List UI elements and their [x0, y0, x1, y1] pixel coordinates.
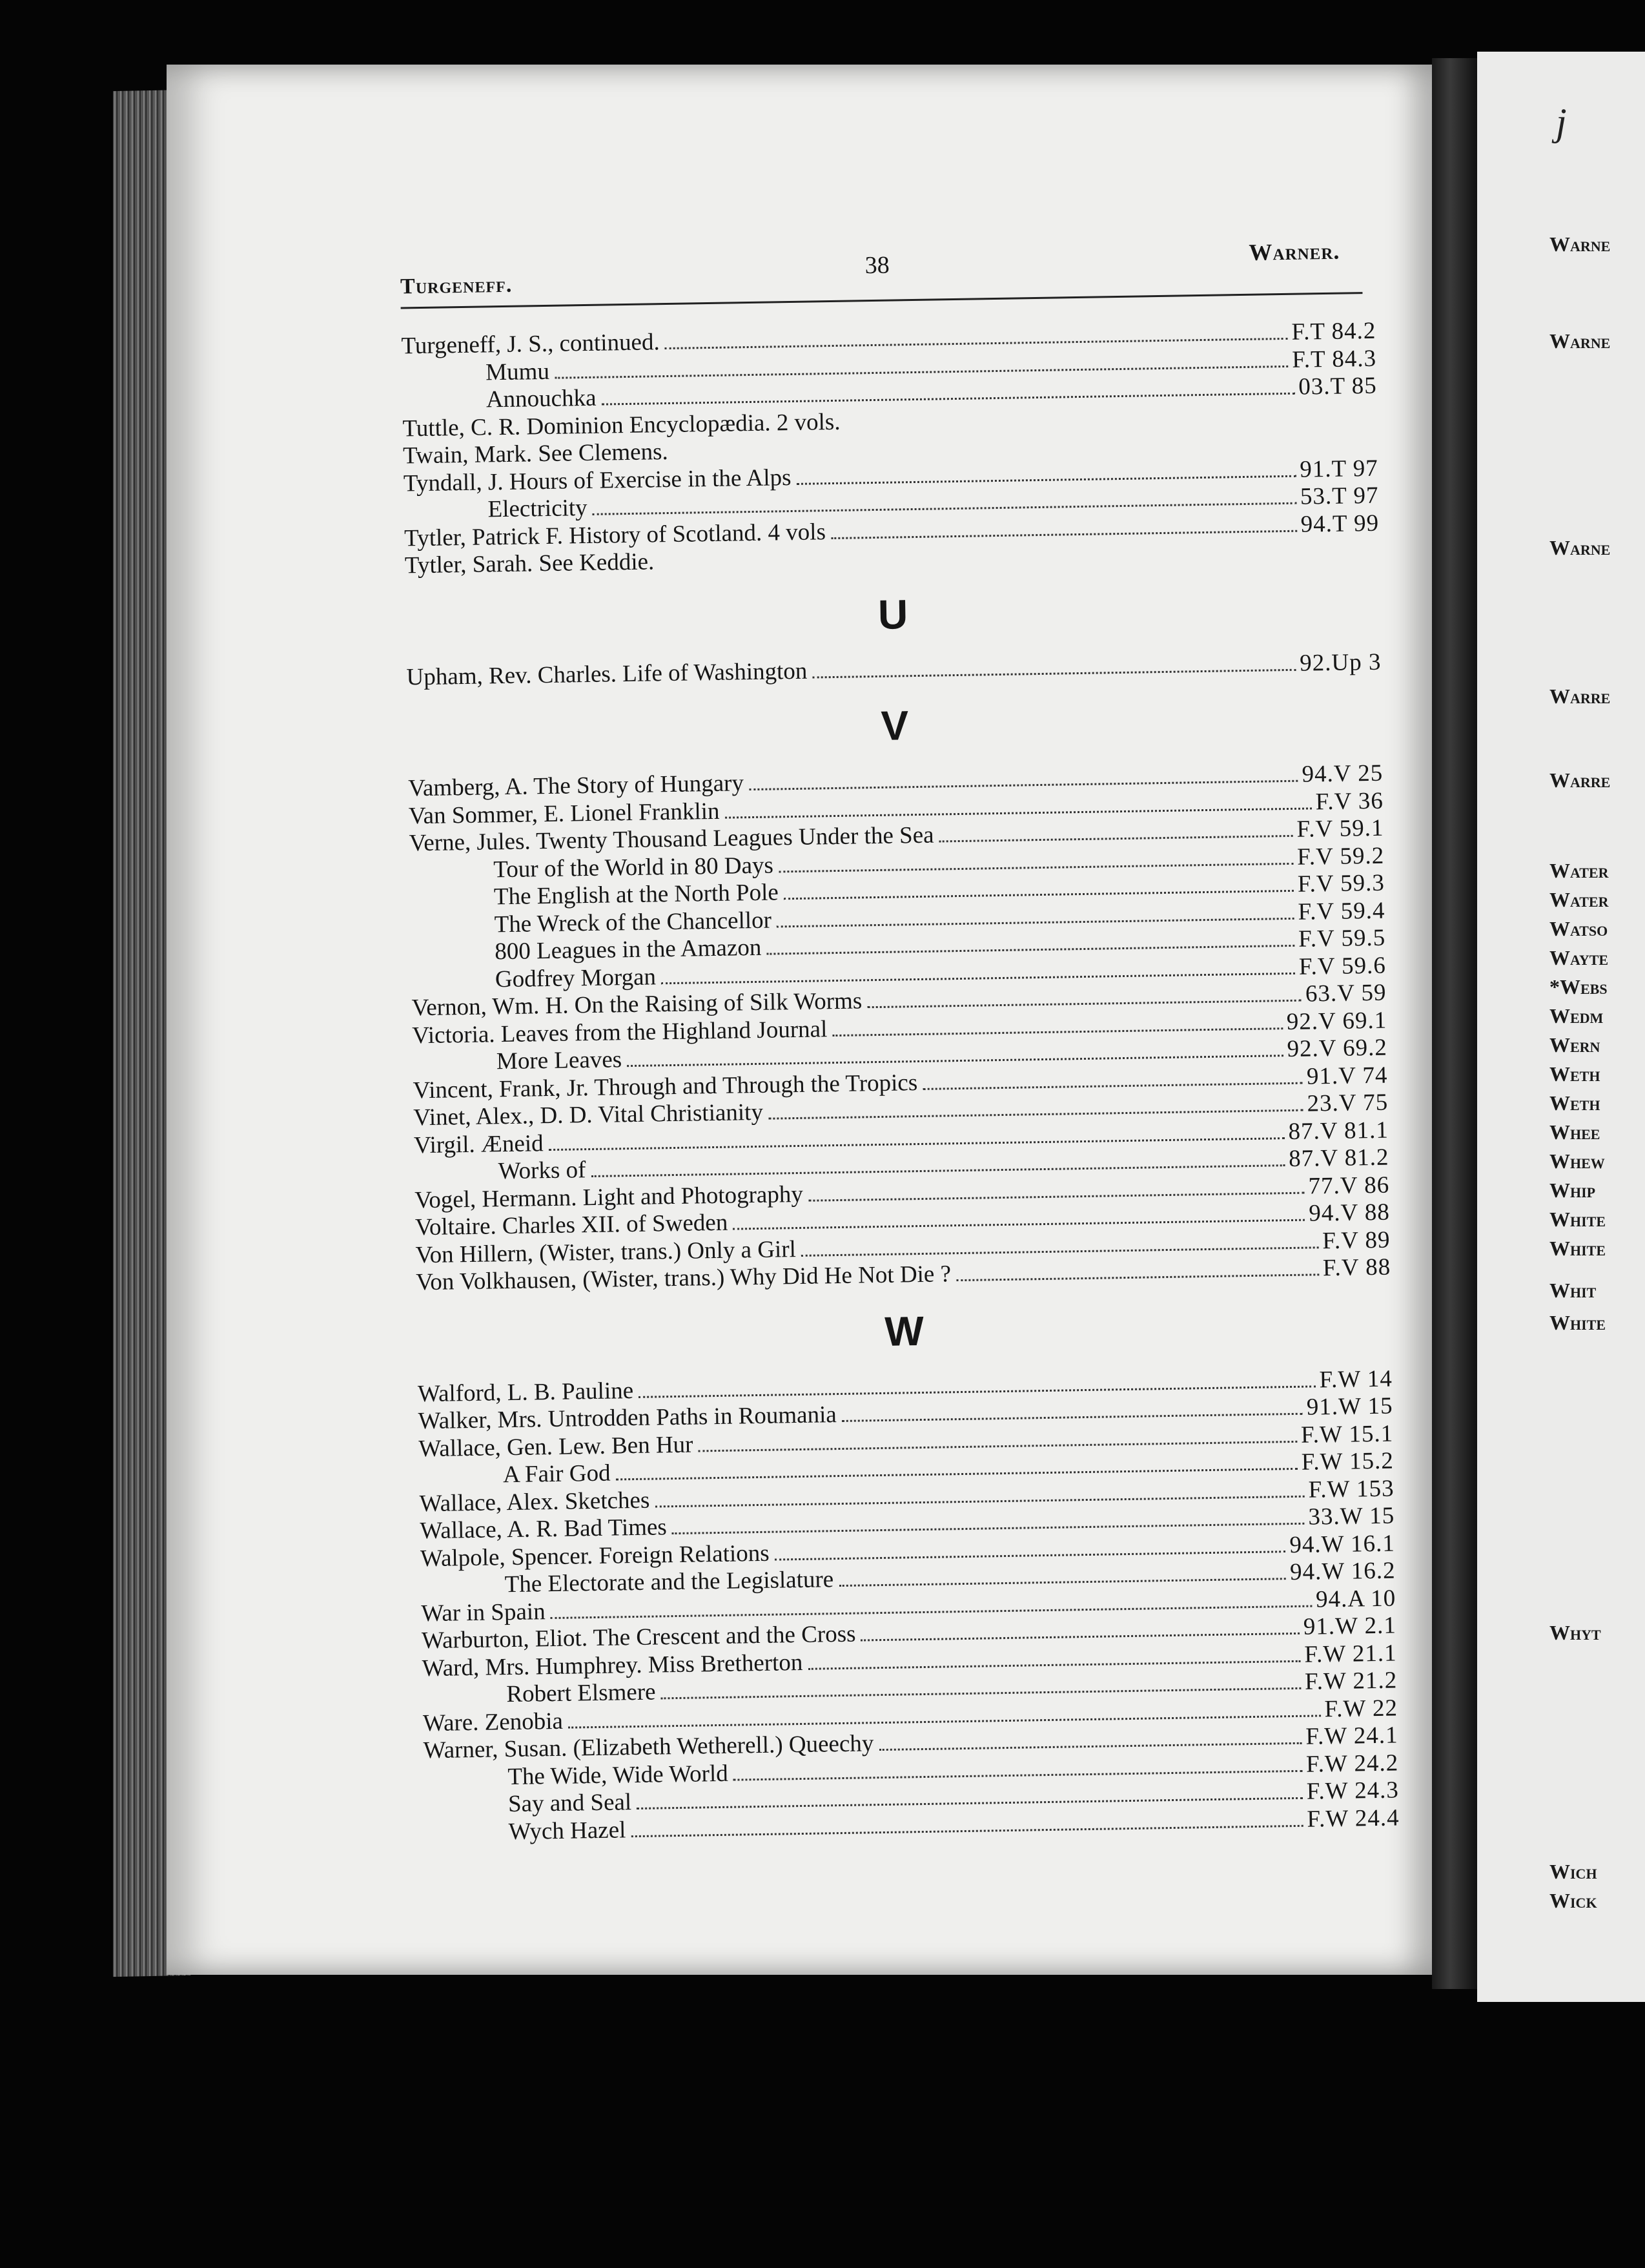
- entry-text: Van Sommer, E. Lionel Franklin: [408, 798, 720, 829]
- section-letter: W: [884, 1307, 925, 1355]
- entry-text: The Electorate and the Legislature: [504, 1566, 834, 1598]
- call-number: F.W 24.2: [1305, 1749, 1399, 1778]
- call-number: F.W 22: [1324, 1694, 1398, 1722]
- call-number: F.W 24.3: [1306, 1777, 1400, 1805]
- section-letter: U: [877, 590, 908, 638]
- entry-text: The Wide, Wide World: [507, 1760, 729, 1790]
- call-number: 03.T 85: [1298, 372, 1378, 400]
- call-number: 94.W 16.2: [1289, 1557, 1396, 1586]
- facing-page-fragment: Whyt: [1549, 1621, 1601, 1644]
- entry-text: Wallace, A. R. Bad Times: [420, 1514, 668, 1545]
- entry-text: The Wreck of the Chancellor: [494, 907, 772, 938]
- dot-leader: [879, 1742, 1302, 1751]
- call-number: F.W 24.4: [1307, 1804, 1400, 1833]
- call-number: F.W 24.1: [1305, 1722, 1398, 1750]
- entry-text: Warner, Susan. (Elizabeth Wetherell.) Queechy: [423, 1730, 874, 1764]
- call-number: F.V 36: [1315, 787, 1384, 815]
- call-number: 92.V 69.2: [1287, 1034, 1388, 1063]
- call-number: F.V 59.5: [1298, 924, 1386, 953]
- call-number: 92.Up 3: [1299, 648, 1382, 677]
- entry-text: Verne, Jules. Twenty Thousand Leagues Under the Sea: [409, 821, 934, 857]
- entry-text: War in Spain: [421, 1598, 546, 1627]
- call-number: F.W 21.2: [1304, 1667, 1398, 1695]
- call-number: F.V 88: [1322, 1253, 1391, 1282]
- dot-leader: [939, 835, 1293, 843]
- call-number: F.T 84.3: [1291, 345, 1377, 373]
- running-head: [216, 236, 1443, 299]
- entry-text: Vernon, Wm. H. On the Raising of Silk Worms: [411, 987, 863, 1022]
- catalog-entries: [401, 318, 1400, 1847]
- call-number: 91.V 74: [1306, 1062, 1388, 1090]
- head-rule: [401, 292, 1363, 309]
- call-number: F.W 15.1: [1300, 1420, 1394, 1448]
- call-number: 94.A 10: [1315, 1585, 1396, 1613]
- call-number: F.V 59.2: [1296, 842, 1385, 871]
- entry-text: Tour of the World in 80 Days: [493, 852, 774, 883]
- dot-leader: [779, 862, 1293, 872]
- dot-leader: [923, 1082, 1303, 1089]
- entry-text: 800 Leagues in the Amazon: [494, 934, 762, 965]
- entry-text: Vamberg, A. The Story of Hungary: [408, 770, 744, 802]
- dot-leader: [861, 1633, 1300, 1642]
- entry-text: Victoria. Leaves from the Highland Journal: [412, 1015, 828, 1049]
- facing-page-fragment: Wayte: [1549, 946, 1609, 969]
- call-number: 23.V 75: [1307, 1089, 1389, 1117]
- facing-page-fragment: White: [1549, 1311, 1606, 1334]
- call-number: 92.V 69.1: [1286, 1007, 1387, 1035]
- dot-leader: [808, 1660, 1300, 1669]
- dot-leader: [841, 420, 1378, 429]
- entry-text: Godfrey Morgan: [495, 963, 657, 993]
- entry-text: Walker, Mrs. Untrodden Paths in Roumania: [418, 1401, 837, 1435]
- dot-leader: [766, 945, 1294, 955]
- entry-text: Electricity: [487, 494, 588, 523]
- facing-page-fragment: Whit: [1549, 1279, 1597, 1302]
- entry-text: Vogel, Hermann. Light and Photography: [414, 1180, 804, 1213]
- entry-text: Wych Hazel: [508, 1816, 626, 1845]
- facing-page-fragment: Wedm: [1549, 1004, 1604, 1027]
- call-number: F.V 59.3: [1297, 869, 1385, 898]
- entry-text: The English at the North Pole: [493, 879, 779, 911]
- entry-text: Mumu: [485, 358, 550, 386]
- call-number: 87.V 81.1: [1288, 1117, 1389, 1145]
- facing-page-fragment: White: [1549, 1237, 1606, 1260]
- facing-page-fragment: Warne: [1549, 232, 1611, 256]
- call-number: F.V 89: [1322, 1226, 1391, 1254]
- facing-page-fragment: Watso: [1549, 917, 1608, 940]
- entry-text: Von Hillern, (Wister, trans.) Only a Girl: [415, 1235, 797, 1268]
- facing-page-fragment: Weth: [1549, 1062, 1600, 1086]
- entry-text: Upham, Rev. Charles. Life of Washington: [406, 657, 808, 690]
- entry-text: Von Volkhausen, (Wister, trans.) Why Did He Not Die ?: [416, 1261, 952, 1296]
- entry-text: Ware. Zenobia: [422, 1707, 564, 1737]
- call-number: F.V 59.1: [1296, 814, 1384, 843]
- entry-text: Tytler, Sarah. See Keddie.: [404, 548, 655, 579]
- dot-leader: [808, 1191, 1305, 1201]
- entry-text: More Leaves: [496, 1046, 622, 1075]
- dot-leader: [775, 1551, 1286, 1560]
- entry-text: Walford, L. B. Pauline: [417, 1377, 634, 1407]
- call-number: F.V 59.6: [1298, 952, 1387, 980]
- entry-text: Vincent, Frank, Jr. Through and Through the Tropics: [413, 1069, 918, 1104]
- entry-text: Say and Seal: [507, 1789, 632, 1818]
- call-number: 91.W 2.1: [1303, 1612, 1397, 1640]
- dot-leader: [831, 530, 1297, 539]
- facing-page-fragment: Water: [1549, 859, 1609, 882]
- entry-text: Walpole, Spencer. Foreign Relations: [420, 1540, 770, 1572]
- call-number: F.V 59.4: [1298, 897, 1385, 925]
- call-number: F.W 15.2: [1301, 1447, 1395, 1476]
- running-head-left: Turgeneff.: [400, 273, 513, 299]
- call-number: 87.V 81.2: [1288, 1144, 1389, 1173]
- call-number: F.W 21.1: [1304, 1640, 1397, 1668]
- dot-leader: [768, 1109, 1303, 1120]
- dot-leader: [797, 475, 1296, 484]
- call-number: 91.T 97: [1299, 455, 1379, 483]
- call-number: F.T 84.2: [1291, 317, 1376, 345]
- entry-text: Robert Elsmere: [506, 1678, 656, 1708]
- dot-leader: [801, 1246, 1319, 1257]
- entry-text: Warburton, Eliot. The Crescent and the Cross: [421, 1620, 856, 1655]
- facing-page-fragment: Warre: [1549, 768, 1611, 792]
- facing-page-fragment: Whip: [1549, 1179, 1596, 1202]
- dot-leader: [832, 1027, 1283, 1036]
- dot-leader: [631, 1824, 1303, 1837]
- entry-text: Wallace, Gen. Lew. Ben Hur: [418, 1431, 693, 1462]
- dot-leader: [784, 890, 1294, 900]
- facing-page-fragment: Water: [1549, 888, 1609, 911]
- facing-page-fragment: Wich: [1549, 1860, 1597, 1883]
- entry-text: Twain, Mark. See Clemens.: [402, 438, 669, 469]
- dot-leader: [842, 1413, 1303, 1422]
- call-number: 94.V 25: [1302, 759, 1384, 788]
- dot-leader: [749, 780, 1298, 790]
- call-number: 91.W 15: [1306, 1392, 1393, 1421]
- dot-leader: [867, 1000, 1302, 1009]
- entry-text: Turgeneff, J. S., continued.: [401, 329, 660, 360]
- dot-leader: [956, 1273, 1319, 1281]
- entry-text: Wallace, Alex. Sketches: [419, 1487, 650, 1517]
- dot-leader: [733, 1219, 1305, 1230]
- entry-text: Tuttle, C. R. Dominion Encyclopædia. 2 vols.: [402, 408, 841, 442]
- section-letter: V: [880, 702, 909, 749]
- call-number: 53.T 97: [1300, 482, 1379, 510]
- call-number: F.W 14: [1319, 1365, 1393, 1393]
- call-number: 94.T 99: [1300, 510, 1380, 538]
- call-number: 94.W 16.1: [1289, 1530, 1396, 1558]
- entry-text: A Fair God: [502, 1459, 611, 1489]
- facing-page-fragment: Whee: [1549, 1120, 1600, 1144]
- facing-page-fragment: Weth: [1549, 1091, 1600, 1115]
- facing-page-fragment: White: [1549, 1208, 1606, 1231]
- entry-text: Tyndall, J. Hours of Exercise in the Alps: [403, 464, 792, 497]
- call-number: 94.V 88: [1308, 1199, 1391, 1227]
- entry-text: Ward, Mrs. Humphrey. Miss Bretherton: [422, 1649, 803, 1682]
- facing-page-fragment: Whew: [1549, 1149, 1605, 1173]
- facing-page-fragment: Warre: [1549, 685, 1611, 708]
- call-number: 77.V 86: [1308, 1171, 1390, 1200]
- entry-text: Voltaire. Charles XII. of Sweden: [414, 1209, 728, 1241]
- page-number: 38: [864, 251, 890, 280]
- call-number: F.W 153: [1308, 1475, 1395, 1503]
- facing-page-fragment: Wick: [1549, 1889, 1597, 1912]
- entry-text: Vinet, Alex., D. D. Vital Christianity: [413, 1098, 764, 1131]
- entry-text: Virgil. Æneid: [413, 1129, 544, 1159]
- entry-text: Annouchka: [485, 384, 597, 413]
- facing-page-fragment: Warne: [1549, 329, 1611, 353]
- dot-leader: [777, 917, 1294, 927]
- dot-leader: [812, 668, 1296, 678]
- dot-leader: [839, 1578, 1286, 1587]
- call-number: 33.W 15: [1308, 1502, 1395, 1531]
- facing-page-fragment: Wern: [1549, 1033, 1600, 1057]
- margin-mark: j: [1556, 101, 1567, 143]
- facing-page-fragment: Warne: [1549, 536, 1611, 559]
- facing-page-fragment: *Webs: [1549, 975, 1608, 998]
- running-head-right: Warner.: [1249, 238, 1340, 265]
- page-content: [213, 58, 1482, 1950]
- dot-leader: [733, 1769, 1302, 1780]
- call-number: 63.V 59: [1305, 979, 1387, 1007]
- entry-text: Tytler, Patrick F. History of Scotland. 4 vols: [404, 518, 826, 552]
- entry-text: Works of: [498, 1157, 586, 1185]
